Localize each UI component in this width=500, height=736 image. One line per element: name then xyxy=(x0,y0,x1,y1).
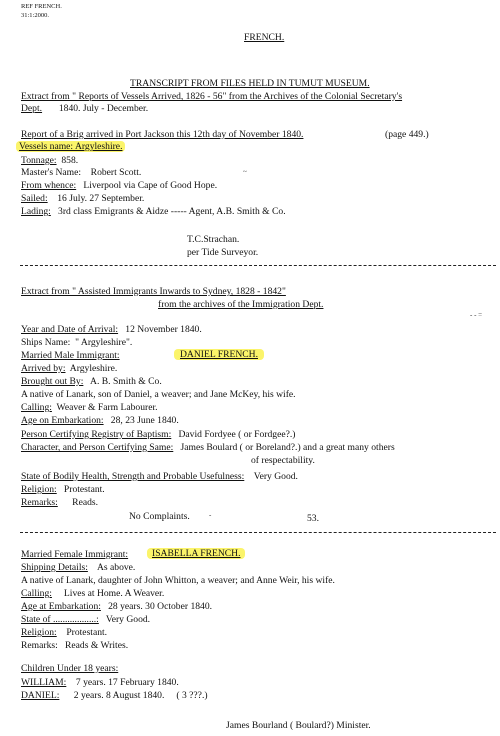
male-age-label: Age on Embarkation: xyxy=(21,415,104,426)
complaints-number: 53. xyxy=(307,513,319,524)
lading-row xyxy=(21,206,286,218)
tonnage-value: 858. xyxy=(61,155,79,166)
extract-source-1 xyxy=(21,91,402,103)
extract-source-1-dept xyxy=(21,103,148,115)
page-title: FRENCH. xyxy=(244,32,285,43)
male-calling-row xyxy=(21,402,158,414)
female-immigrant-label: Married Female Immigrant: xyxy=(21,549,129,560)
male-native-text: A native of Lanark, son of Daniel, a weaver; and Jane McKey, his wife. xyxy=(21,389,296,400)
extract-source-2 xyxy=(21,286,286,298)
brought-row xyxy=(21,376,162,388)
tonnage-label: Tonnage: xyxy=(21,155,57,166)
shipping-value: As above. xyxy=(96,562,136,573)
female-remarks-row xyxy=(21,640,128,652)
master-row xyxy=(21,167,141,179)
male-religion-row xyxy=(21,484,105,496)
male-religion-label: Religion: xyxy=(21,484,57,495)
health-label: State of Bodily Health, Strength and Probable Usefulness: xyxy=(21,471,245,482)
male-immigrant-label: Married Male Immigrant: xyxy=(21,350,120,361)
shipping-row xyxy=(21,562,135,574)
sailed-value: 16 July. 27 September. xyxy=(57,193,145,204)
male-age-value: 28, 23 June 1840. xyxy=(110,415,179,426)
master-label: Master's Name: xyxy=(21,167,82,178)
female-calling-row xyxy=(21,588,164,600)
child-row xyxy=(21,677,179,689)
female-name-highlight: ISABELLA FRENCH. xyxy=(147,548,245,559)
ship-label: Ships Name: xyxy=(21,337,71,348)
female-calling-value: Lives at Home. A Weaver. xyxy=(63,588,165,599)
children-heading: Children Under 18 years: xyxy=(21,663,119,674)
child-details: 2 years. 8 August 1840. xyxy=(73,690,165,701)
female-name-row xyxy=(147,548,245,560)
character-value-cont: of respectability. xyxy=(251,455,315,466)
character-row xyxy=(21,442,395,454)
character-value: James Boulard ( or Boreland?.) and a great many others xyxy=(180,442,395,453)
tonnage-row xyxy=(21,155,78,167)
arrived-value: Argyleshire. xyxy=(69,363,118,374)
female-religion-row xyxy=(21,627,107,639)
female-immigrant-row xyxy=(21,549,128,561)
whence-label: From whence: xyxy=(21,180,77,191)
female-remarks-label: Remarks: xyxy=(21,640,58,651)
whence-row xyxy=(21,180,217,192)
male-remarks-label: Remarks: xyxy=(21,497,58,508)
child-details: 7 years. 17 February 1840. xyxy=(75,677,179,688)
female-age-row xyxy=(21,601,212,613)
state-label: State of ..................: xyxy=(21,614,99,625)
male-name-row xyxy=(174,349,264,361)
male-calling-label: Calling: xyxy=(21,402,52,413)
male-immigrant-row xyxy=(21,350,120,362)
character-label: Character, and Person Certifying Same: xyxy=(21,442,174,453)
ship-value: " Argyleshire". xyxy=(75,337,133,348)
female-native-text: A native of Lanark, daughter of John Whitton, a weaver; and Anne Weir, his wife. xyxy=(21,575,335,586)
signer-role: per Tide Surveyor. xyxy=(187,247,259,258)
whence-value: Liverpool via Cape of Good Hope. xyxy=(83,180,218,191)
lading-label: Lading: xyxy=(21,206,51,217)
health-row xyxy=(21,471,298,483)
extract-source-2-text: Extract from " Assisted Immigrants Inwards to Sydney, 1828 - 1842" xyxy=(21,286,286,297)
ship-row xyxy=(21,337,132,349)
male-remarks-value: Reads. xyxy=(72,497,99,508)
complaints-text: No Complaints. xyxy=(129,511,190,522)
pen-mark: ~ xyxy=(243,168,247,176)
baptism-label: Person Certifying Registry of Baptism: xyxy=(21,429,172,440)
child-note: ( 3 ???.) xyxy=(176,690,208,701)
female-religion-value: Protestant. xyxy=(66,627,108,638)
arrival-row xyxy=(21,324,202,336)
brought-value: A. B. Smith & Co. xyxy=(90,376,162,387)
page-reference: (page 449.) xyxy=(385,129,429,140)
male-religion-value: Protestant. xyxy=(63,484,105,495)
document-number: 31:1:2000. xyxy=(21,12,49,19)
master-value: Robert Scott. xyxy=(90,167,142,178)
arrival-value: 12 November 1840. xyxy=(125,324,202,335)
section-divider-2 xyxy=(20,532,496,533)
female-remarks-value: Reads & Writes. xyxy=(64,640,129,651)
shipping-label: Shipping Details: xyxy=(21,562,88,573)
lading-value: 3rd class Emigrants & Aidze ----- Agent, A.B. Smith & Co. xyxy=(58,206,286,217)
child-name: DANIEL: xyxy=(21,690,60,701)
female-religion-label: Religion: xyxy=(21,627,57,638)
female-calling-label: Calling: xyxy=(21,588,52,599)
female-age-label: Age at Embarkation: xyxy=(21,601,101,612)
section-divider-1 xyxy=(20,265,496,266)
pen-dash: - xyxy=(209,511,212,519)
vessel-name-row xyxy=(16,141,125,153)
signer-name: T.C.Strachan. xyxy=(187,234,240,245)
section-heading: TRANSCRIPT FROM FILES HELD IN TUMUT MUSEUM. xyxy=(130,78,370,89)
child-name: WILLIAM: xyxy=(21,677,67,688)
male-calling-value: Weaver & Farm Labourer. xyxy=(56,402,158,413)
pen-mark-right: - - = xyxy=(470,311,483,319)
reference-code: REF FRENCH. xyxy=(21,3,62,10)
arrival-label: Year and Date of Arrival: xyxy=(21,324,119,335)
female-age-value: 28 years. 30 October 1840. xyxy=(108,601,213,612)
vessel-name-highlight: Vessels name: Argyleshire. xyxy=(16,141,125,152)
child-row xyxy=(21,690,208,702)
arrived-row xyxy=(21,363,117,375)
extract-source-2-dept: from the archives of the Immigration Dept. xyxy=(158,299,324,310)
baptism-value: David Fordyee ( or Fordgee?.) xyxy=(178,429,296,440)
male-name-highlight: DANIEL FRENCH. xyxy=(174,349,264,360)
state-value: Very Good. xyxy=(105,614,151,625)
minister-signature-line: James Bourland ( Boulard?) Minister. xyxy=(226,720,371,731)
extract-source-1-text: Extract from " Reports of Vessels Arrived, 1826 - 56" from the Archives of the Colonial Secretary's xyxy=(21,91,403,102)
brig-report: Report of a Brig arrived in Port Jackson this 12th day of November 1840. xyxy=(21,129,304,140)
sailed-row xyxy=(21,193,144,205)
baptism-row xyxy=(21,429,295,441)
health-value: Very Good. xyxy=(253,471,298,482)
sailed-label: Sailed: xyxy=(21,193,48,204)
male-remarks-row xyxy=(21,497,98,509)
brought-label: Brought out By: xyxy=(21,376,84,387)
male-age-row xyxy=(21,415,179,427)
arrived-label: Arrived by: xyxy=(21,363,66,374)
state-row xyxy=(21,614,150,626)
dept-label: Dept. xyxy=(21,103,43,114)
dept-period: 1840. July - December. xyxy=(58,103,149,114)
